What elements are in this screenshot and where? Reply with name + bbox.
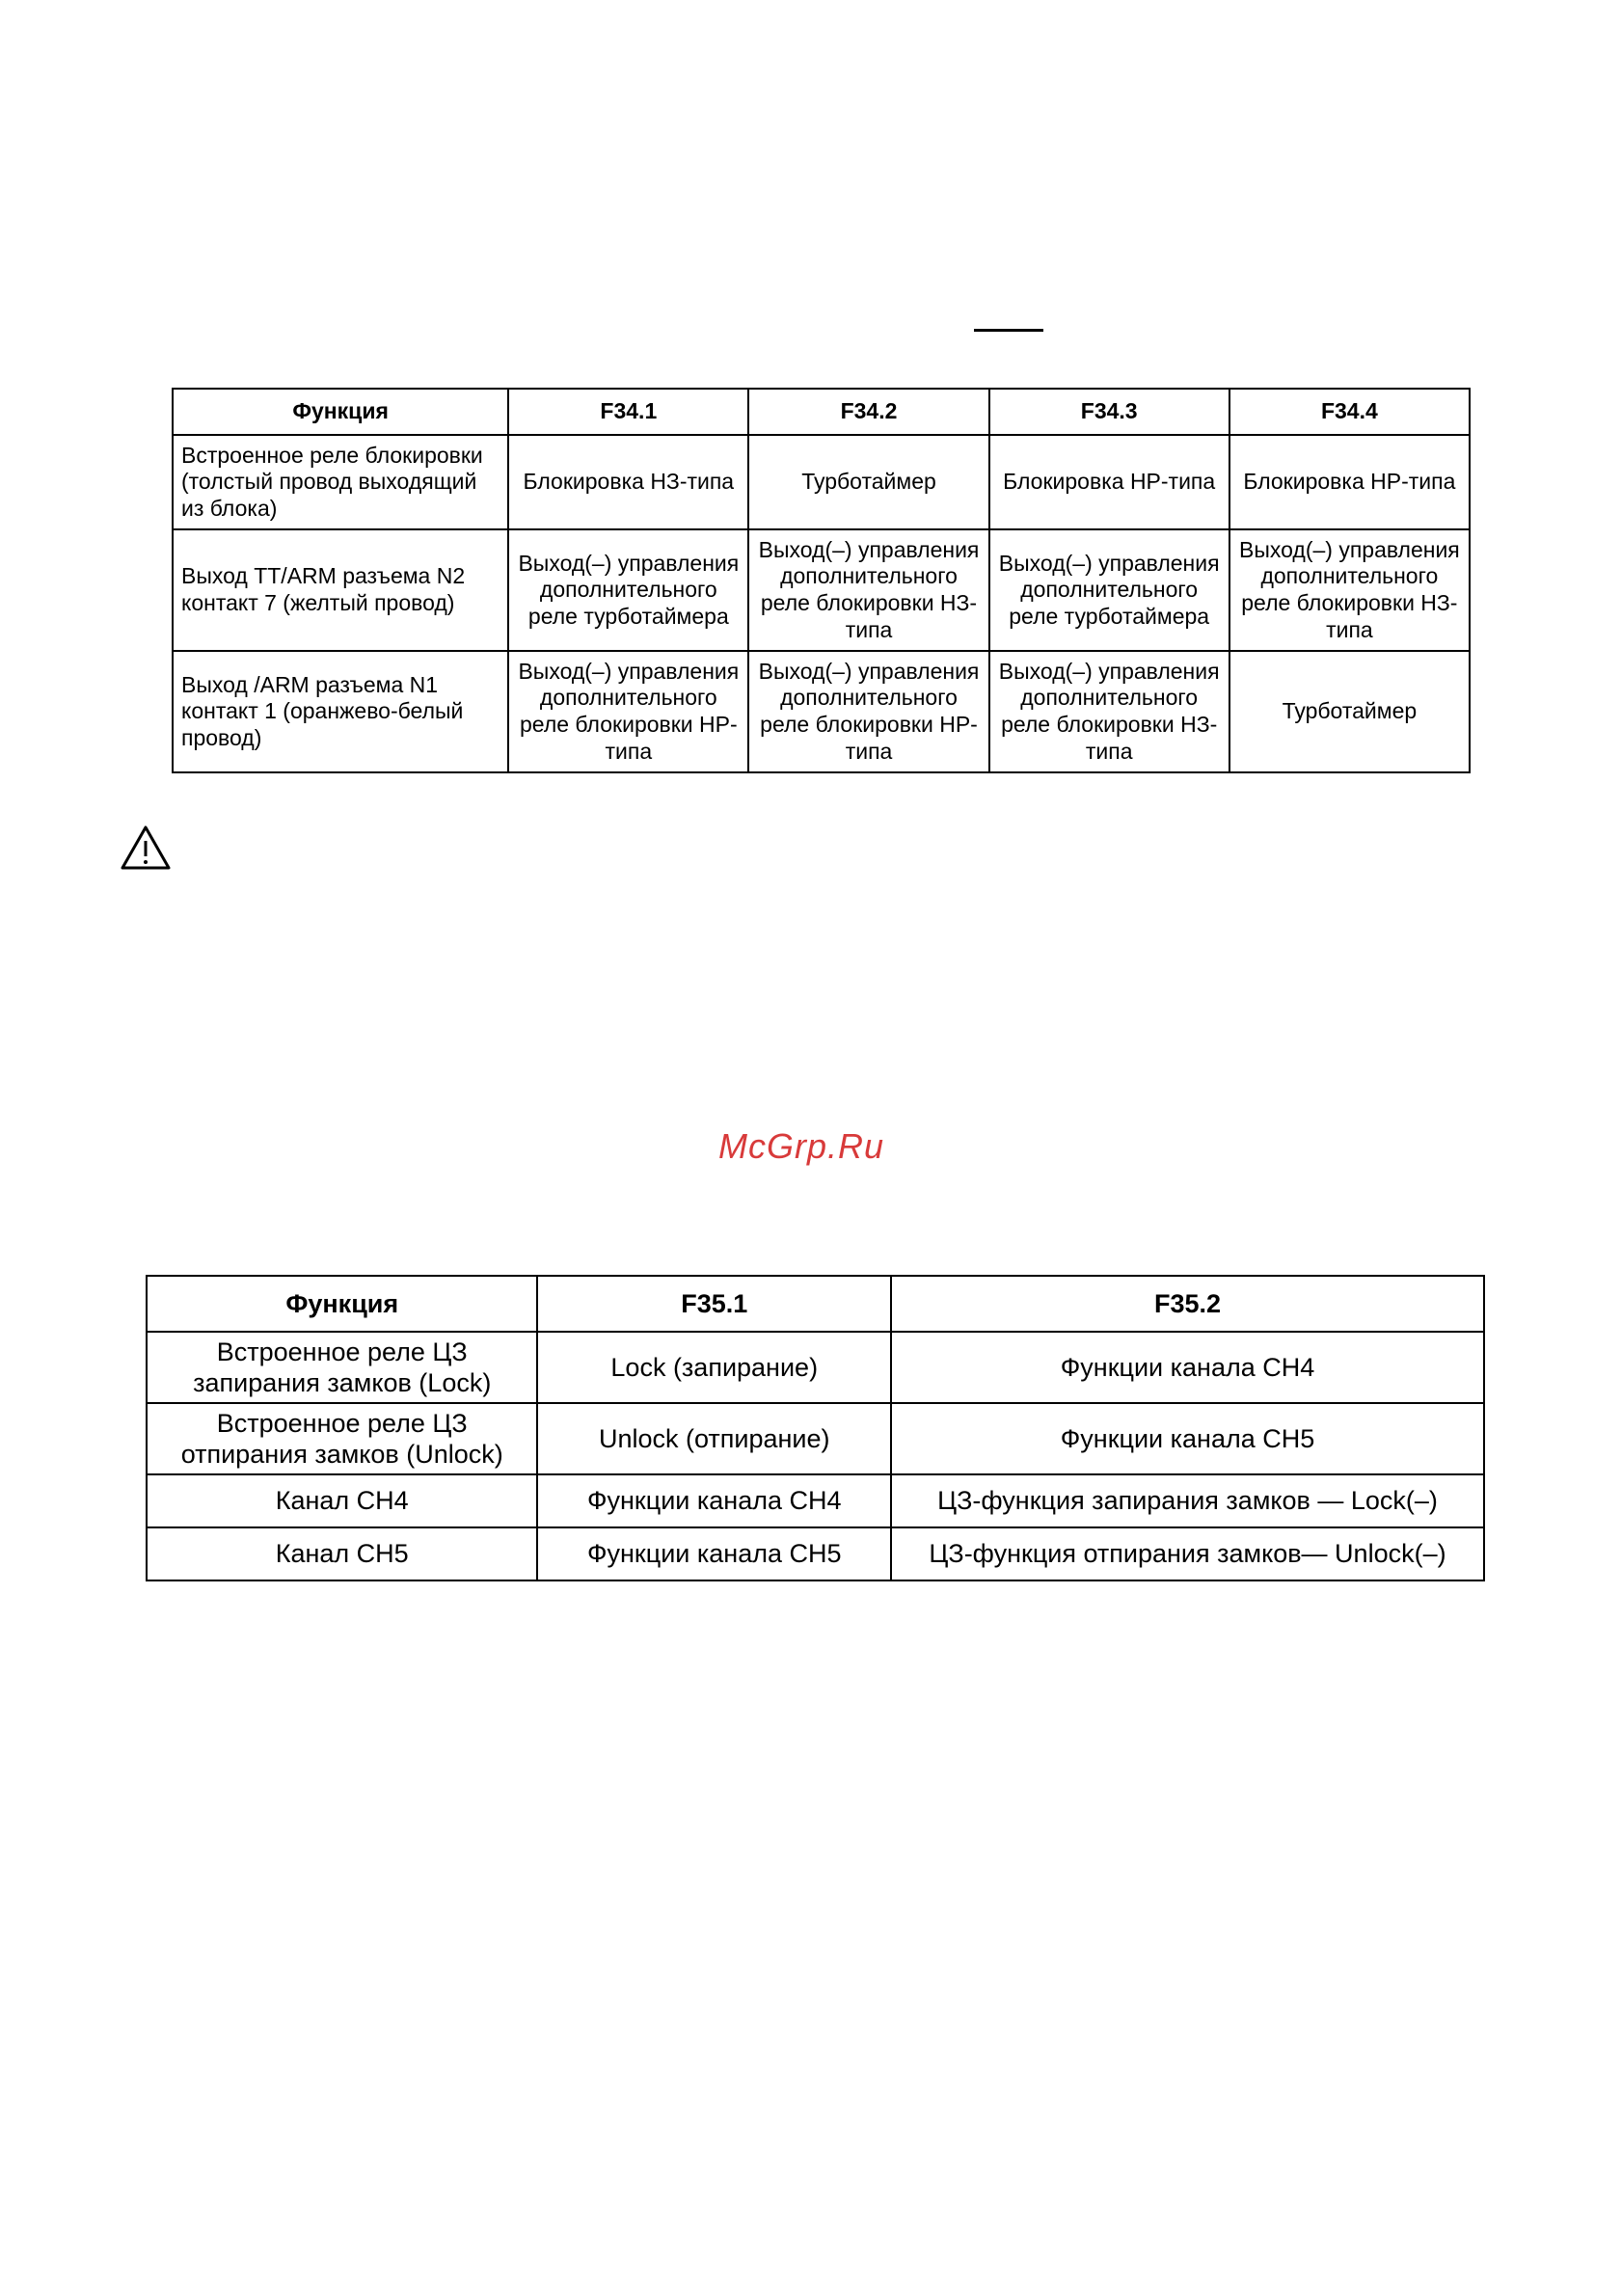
column-header: F34.1 bbox=[508, 389, 748, 435]
column-header: Функция bbox=[173, 389, 508, 435]
column-header: Функция bbox=[147, 1276, 537, 1332]
f34-settings-table bbox=[172, 388, 1471, 773]
table-cell: Выход(–) управления дополнительного реле блокировки НЗ-типа bbox=[1229, 529, 1470, 651]
table-row bbox=[173, 529, 1470, 651]
watermark: McGrp.Ru bbox=[718, 1126, 885, 1166]
table-cell: Выход /ARM разъема N1 контакт 1 (оранжево-белый провод) bbox=[173, 651, 508, 772]
table-cell: Канал CH5 bbox=[147, 1527, 537, 1580]
column-header: F34.4 bbox=[1229, 389, 1470, 435]
table-cell: Выход(–) управления дополнительного реле блокировки НР-типа bbox=[748, 651, 988, 772]
warning-icon bbox=[120, 824, 172, 871]
table-cell: Встроенное реле ЦЗ запирания замков (Lock) bbox=[147, 1332, 537, 1403]
table-cell: Канал CH4 bbox=[147, 1474, 537, 1527]
table-cell: Блокировка НР-типа bbox=[1229, 435, 1470, 529]
column-header: F34.2 bbox=[748, 389, 988, 435]
table-cell: Unlock (отпирание) bbox=[537, 1403, 891, 1474]
table-cell: Выход(–) управления дополнительного реле турботаймера bbox=[508, 529, 748, 651]
table-header-row bbox=[147, 1276, 1484, 1332]
f35-settings-table bbox=[146, 1275, 1485, 1581]
table-cell: Встроенное реле ЦЗ отпирания замков (Unlock) bbox=[147, 1403, 537, 1474]
table-cell: Функции канала CH4 bbox=[537, 1474, 891, 1527]
table-cell: Блокировка НЗ-типа bbox=[508, 435, 748, 529]
table-cell: Турботаймер bbox=[748, 435, 988, 529]
table-row bbox=[147, 1403, 1484, 1474]
table-cell: Выход(–) управления дополнительного реле блокировки НЗ-типа bbox=[748, 529, 988, 651]
table-row bbox=[147, 1527, 1484, 1580]
table-cell: Функции канала CH5 bbox=[537, 1527, 891, 1580]
column-header: F35.2 bbox=[891, 1276, 1484, 1332]
table-cell: Блокировка НР-типа bbox=[989, 435, 1229, 529]
column-header: F34.3 bbox=[989, 389, 1229, 435]
table-cell: ЦЗ-функция запирания замков — Lock(–) bbox=[891, 1474, 1484, 1527]
table-cell: Турботаймер bbox=[1229, 651, 1470, 772]
table-cell: Выход(–) управления дополнительного реле турботаймера bbox=[989, 529, 1229, 651]
table-cell: Функции канала CH4 bbox=[891, 1332, 1484, 1403]
table-row bbox=[173, 435, 1470, 529]
table-cell: Выход(–) управления дополнительного реле блокировки НР-типа bbox=[508, 651, 748, 772]
underline-mark bbox=[974, 329, 1043, 332]
table-cell: Lock (запирание) bbox=[537, 1332, 891, 1403]
table-cell: Функции канала CH5 bbox=[891, 1403, 1484, 1474]
table-row bbox=[147, 1474, 1484, 1527]
table-cell: Выход(–) управления дополнительного реле блокировки НЗ-типа bbox=[989, 651, 1229, 772]
table-cell: Выход TT/ARM разъема N2 контакт 7 (желтый провод) bbox=[173, 529, 508, 651]
table-row bbox=[147, 1332, 1484, 1403]
table-cell: ЦЗ-функция отпирания замков— Unlock(–) bbox=[891, 1527, 1484, 1580]
table-cell: Встроенное реле блокировки (толстый провод выходящий из блока) bbox=[173, 435, 508, 529]
table-header-row bbox=[173, 389, 1470, 435]
column-header: F35.1 bbox=[537, 1276, 891, 1332]
table-row bbox=[173, 651, 1470, 772]
